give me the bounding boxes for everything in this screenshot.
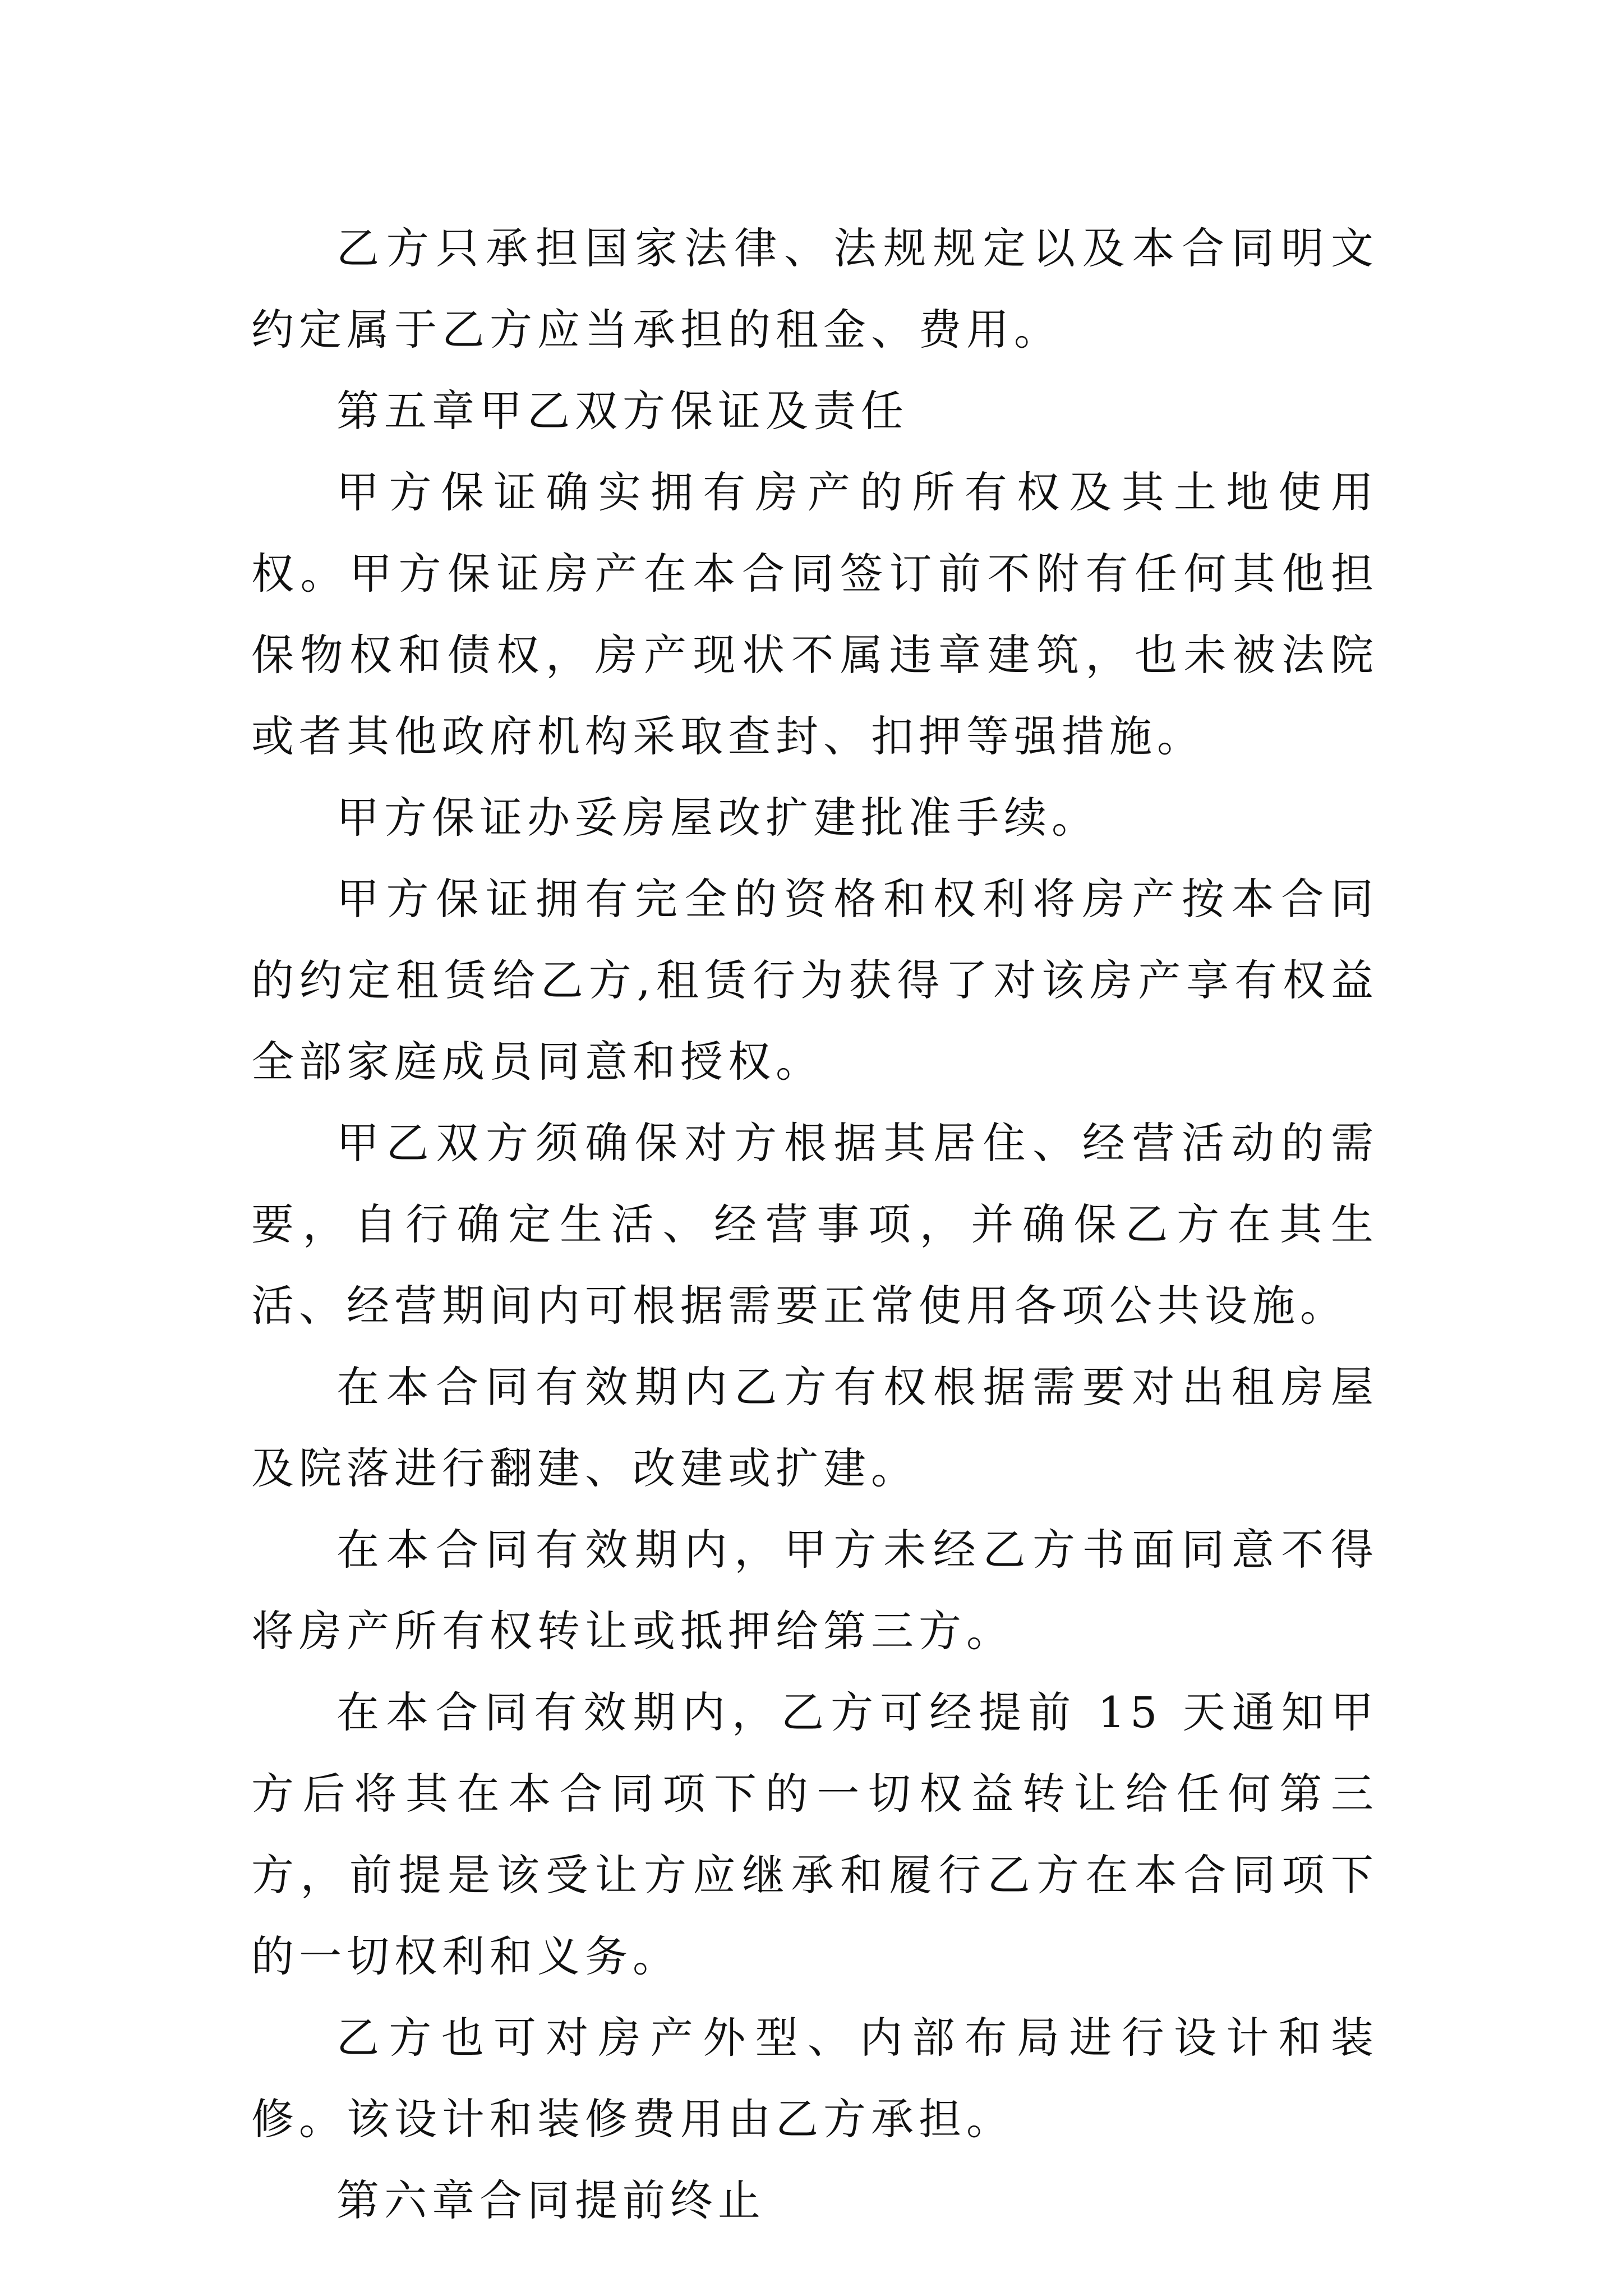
paragraph-transfer-restriction: 在本合同有效期内，甲方未经乙方书面同意不得将房产所有权转让或抵押给第三方。: [251, 1525, 1378, 1656]
paragraph-rights-assignment: 在本合同有效期内，乙方可经提前 15 天通知甲方后将其在本合同项下的一切权益转让给任何第三方，前提是该受让方应继承和履行乙方在本合同项下的一切权利和义务。: [251, 1687, 1378, 1981]
paragraph-ownership-guarantee: 甲方保证确实拥有房产的所有权及其土地使用权。甲方保证房产在本合同签订前不附有任何其他担保物权和债权，房产现状不属违章建筑，也未被法院或者其他政府机构采取查封、扣押等强措施。: [251, 467, 1378, 761]
paragraph-approval-procedures: 甲方保证办妥房屋改扩建批准手续。: [336, 793, 1099, 843]
paragraph-party-b-obligations: 乙方只承担国家法律、法规规定以及本合同明文约定属于乙方应当承担的租金、费用。: [251, 223, 1378, 355]
chapter-five-heading: 第五章甲乙双方保证及责任: [336, 386, 909, 436]
paragraph-operating-rights: 甲乙双方须确保对方根据其居住、经营活动的需要，自行确定生活、经营事项，并确保乙方在其生活、经营期间内可根据需要正常使用各项公共设施。: [251, 1118, 1378, 1331]
paragraph-design-decoration: 乙方也可对房产外型、内部布局进行设计和装修。该设计和装修费用由乙方承担。: [251, 2013, 1378, 2144]
paragraph-leasing-authority: 甲方保证拥有完全的资格和权利将房产按本合同的约定租赁给乙方,租赁行为获得了对该房产享有权益全部家庭成员同意和授权。: [251, 874, 1378, 1087]
chapter-six-heading: 第六章合同提前终止: [336, 2175, 766, 2225]
paragraph-renovation-rights: 在本合同有效期内乙方有权根据需要对出租房屋及院落进行翻建、改建或扩建。: [251, 1362, 1378, 1493]
document-body: [251, 208, 1378, 2241]
